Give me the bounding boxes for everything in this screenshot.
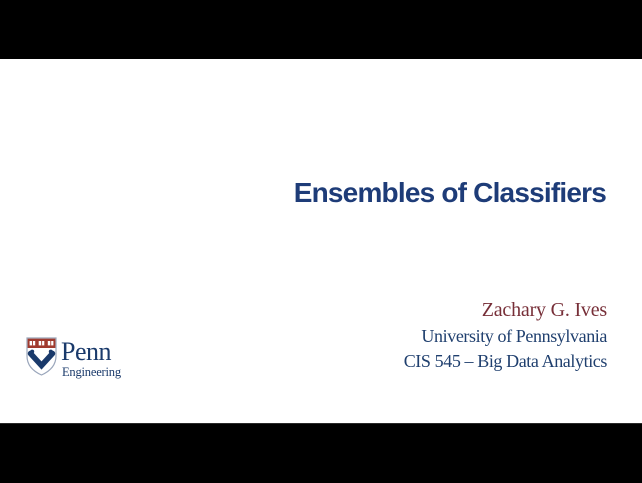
letterbox-top <box>0 0 642 60</box>
penn-engineering-logo <box>26 337 121 379</box>
letterbox-bottom <box>0 423 642 483</box>
course-label: CIS 545 – Big Data Analytics <box>403 351 607 371</box>
penn-shield-icon <box>26 337 57 376</box>
slide-title: Ensembles of Classifiers <box>293 177 606 208</box>
penn-wordmark: Penn <box>61 337 111 366</box>
penn-engineering-label: Engineering <box>62 365 121 379</box>
byline-block <box>404 296 607 374</box>
author-name: Zachary G. Ives <box>481 299 607 321</box>
penn-logo-text <box>61 337 121 379</box>
affiliation: University of Pennsylvania <box>421 326 607 346</box>
